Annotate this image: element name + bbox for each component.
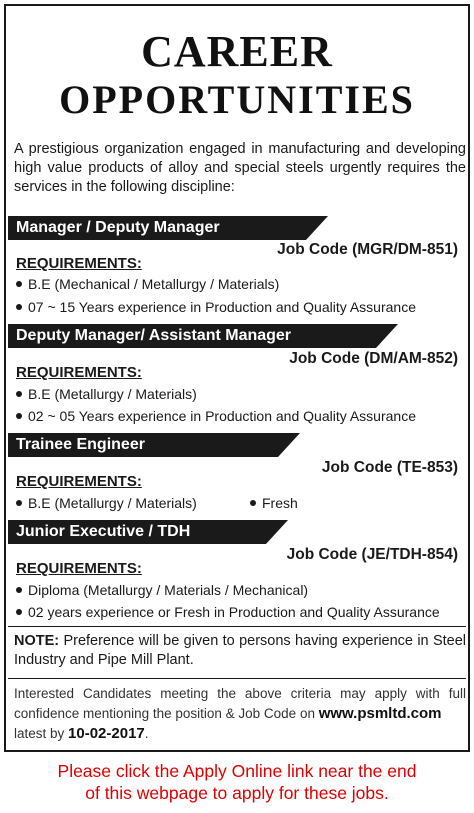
job-title-bar bbox=[8, 324, 376, 348]
notice-line-2: of this webpage to apply for these jobs. bbox=[85, 783, 389, 803]
job-title: Trainee Engineer bbox=[16, 436, 145, 453]
requirements-label: REQUIREMENTS: bbox=[16, 255, 142, 272]
bullet-icon bbox=[16, 391, 22, 397]
job-code: Job Code (TE-853) bbox=[321, 459, 458, 476]
bullet-icon bbox=[16, 304, 22, 310]
advertisement bbox=[4, 4, 470, 752]
list-item: 02 ~ 05 Years experience in Production and Quality Assurance bbox=[16, 408, 416, 424]
job-title-bar bbox=[8, 433, 278, 457]
job-title-bar bbox=[8, 520, 266, 544]
job-title: Deputy Manager/ Assistant Manager bbox=[16, 327, 292, 344]
title-career: CAREER bbox=[141, 27, 333, 76]
bullet-icon bbox=[16, 500, 22, 506]
job-title-bar bbox=[8, 216, 306, 240]
job-code: Job Code (JE/TDH-854) bbox=[286, 546, 458, 563]
job-title: Junior Executive / TDH bbox=[16, 523, 191, 540]
list-item: B.E (Metallurgy / Materials) bbox=[16, 386, 197, 402]
list-item: 07 ~ 15 Years experience in Production and Quality Assurance bbox=[16, 299, 416, 315]
divider bbox=[8, 678, 466, 679]
job-title: Manager / Deputy Manager bbox=[16, 219, 220, 236]
bullet-icon bbox=[250, 500, 256, 506]
requirements-label: REQUIREMENTS: bbox=[16, 560, 142, 577]
bullet-icon bbox=[16, 587, 22, 593]
bullet-icon bbox=[16, 609, 22, 615]
requirements-label: REQUIREMENTS: bbox=[16, 473, 142, 490]
list-item: 02 years experience or Fresh in Production and Quality Assurance bbox=[16, 604, 468, 620]
divider bbox=[8, 626, 466, 627]
notice-line-1: Please click the Apply Online link near the end bbox=[57, 761, 417, 781]
note-text: NOTE: Preference will be given to persons having experience in Steel Industry and Pipe Mill Plant. bbox=[14, 633, 466, 668]
intro-text: A prestigious organization engaged in manufacturing and developing high value products of alloy and special steels urgently requires the services in the following discipline: bbox=[14, 141, 466, 195]
title-opportunities: OPPORTUNITIES bbox=[59, 77, 415, 122]
apply-online-notice bbox=[0, 760, 474, 804]
website-link[interactable]: www.psmltd.com bbox=[318, 705, 442, 722]
bullet-icon bbox=[16, 281, 22, 287]
list-item: Diploma (Metallurgy / Materials / Mechanical) bbox=[16, 582, 308, 598]
note-label: NOTE: bbox=[14, 633, 60, 649]
list-item: Fresh bbox=[250, 495, 298, 511]
job-code: Job Code (DM/AM-852) bbox=[289, 350, 458, 367]
deadline-date: 10-02-2017 bbox=[68, 725, 145, 742]
list-item: B.E (Metallurgy / Materials) bbox=[16, 495, 197, 511]
job-code: Job Code (MGR/DM-851) bbox=[277, 241, 458, 258]
apply-text: Interested Candidates meeting the above criteria may apply with full confidence mentioning the position & Job Code on www.psmltd.com latest by 10-02-2017. bbox=[14, 686, 466, 742]
list-item: B.E (Mechanical / Metallurgy / Materials) bbox=[16, 276, 279, 292]
bullet-icon bbox=[16, 413, 22, 419]
requirements-label: REQUIREMENTS: bbox=[16, 364, 142, 381]
